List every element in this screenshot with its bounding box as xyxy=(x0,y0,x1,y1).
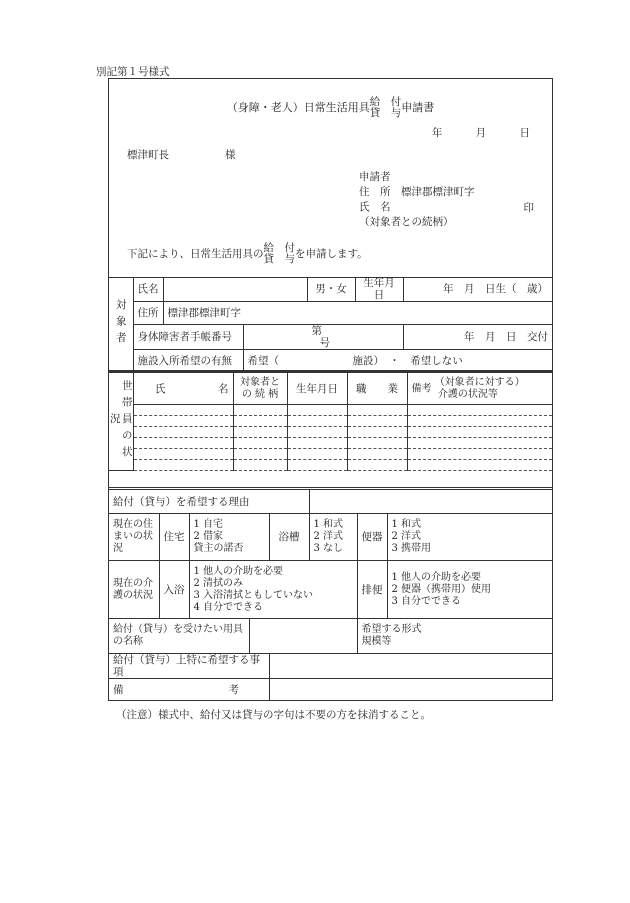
addressee-honorific: 様 xyxy=(225,149,236,161)
household-cell[interactable] xyxy=(407,405,552,416)
seal-mark: 印 xyxy=(523,202,534,214)
date-day: 日 xyxy=(519,127,530,139)
household-cell[interactable] xyxy=(347,438,407,449)
bath-option-3: 3 なし xyxy=(313,543,344,554)
col-remarks-line2: 介護の状況等 xyxy=(437,388,498,400)
household-cell[interactable] xyxy=(287,449,347,460)
applicant-address-value: 標津郡標津町字 xyxy=(401,186,475,198)
housing-options[interactable] xyxy=(189,514,269,561)
household-col-name: 氏 名 xyxy=(133,372,233,405)
shape-label xyxy=(357,619,552,654)
header-section xyxy=(109,79,552,278)
bathing-label: 入浴 xyxy=(159,561,189,619)
target-person-table xyxy=(109,277,552,372)
household-cell[interactable] xyxy=(407,460,552,471)
item-name-label: 給付（貸与）を受けたい用具の名称 xyxy=(109,619,249,654)
bath-options[interactable] xyxy=(309,514,357,561)
footnote: （注意）様式中、給付又は貸与の字句は不要の方を抹消すること。 xyxy=(116,709,431,721)
housing-option-3: 貸主の諾否 xyxy=(193,543,244,554)
household-col-job: 職 業 xyxy=(347,372,407,405)
bath-option-1: 1 和式 xyxy=(313,519,344,530)
bathing-option-3: 3 入浴清拭ともしていない xyxy=(193,589,314,601)
household-cell[interactable] xyxy=(233,405,287,416)
addressee xyxy=(127,147,236,162)
addressee-name: 標津町長 xyxy=(127,149,169,161)
household-cell[interactable] xyxy=(407,449,552,460)
bathing-option-2: 2 清拭のみ xyxy=(193,577,244,589)
special-label: 給付（貸与）上特に希望する事項 xyxy=(109,654,269,679)
intro-sentence xyxy=(127,243,368,265)
household-cell[interactable] xyxy=(287,405,347,416)
applicant-relation-label: （対象者との続柄） xyxy=(359,216,454,228)
col-relation-line1: 対象者と xyxy=(240,376,280,388)
remarks-field[interactable] xyxy=(269,679,552,701)
reason-label: 給付（貸与）を希望する理由 xyxy=(109,489,309,514)
title-choice-top: 給 付 xyxy=(369,96,402,108)
household-col-relation xyxy=(233,372,287,405)
living-label: 現在の住まいの状況 xyxy=(109,514,159,561)
facility-hope-field[interactable]: 希望（ 施設） ・ 希望しない xyxy=(243,350,552,372)
intro-suffix: を申請します。 xyxy=(295,248,368,260)
notebook-dai: 第 xyxy=(311,325,322,337)
target-address-label: 住所 xyxy=(133,302,163,325)
date-year: 年 xyxy=(431,127,443,139)
household-cell[interactable] xyxy=(233,416,287,427)
target-sex-field[interactable]: 男・女 xyxy=(307,277,355,302)
housing-option-2: 2 借家 xyxy=(193,531,224,542)
household-table xyxy=(109,370,552,471)
toilet-option-3: 3 携帯用 xyxy=(391,543,432,554)
intro-choice xyxy=(264,243,296,265)
toilet-label: 便器 xyxy=(357,514,387,561)
care-label: 現在の介護の状況 xyxy=(109,561,159,619)
col-remarks-label: 備考 xyxy=(411,383,432,394)
notebook-label: 身体障害者手帳番号 xyxy=(133,325,243,350)
remarks-label: 備 考 xyxy=(109,679,269,701)
household-row[interactable] xyxy=(133,416,233,427)
col-remarks-detail: （対象者に対する） 介護の状況等 xyxy=(434,376,525,400)
household-cell[interactable] xyxy=(347,416,407,427)
bath-label: 浴槽 xyxy=(269,514,309,561)
household-cell[interactable] xyxy=(287,416,347,427)
special-field[interactable] xyxy=(269,654,552,679)
household-row[interactable] xyxy=(133,460,233,471)
household-cell[interactable] xyxy=(347,460,407,471)
housing-label: 住宅 xyxy=(159,514,189,561)
bath-option-2: 2 洋式 xyxy=(313,531,344,542)
target-name-field[interactable] xyxy=(163,277,307,302)
household-row[interactable] xyxy=(133,427,233,438)
household-cell[interactable] xyxy=(233,460,287,471)
form-title xyxy=(109,97,552,119)
bathing-option-1: 1 他人の介助を必要 xyxy=(193,565,284,577)
bathing-options[interactable] xyxy=(189,561,357,619)
household-cell[interactable] xyxy=(233,427,287,438)
item-name-field[interactable] xyxy=(249,619,357,654)
housing-option-1: 1 自宅 xyxy=(193,519,224,530)
col-remarks-line1: 対象者に対する xyxy=(444,376,515,388)
col-relation-line2: の 続 柄 xyxy=(241,388,279,400)
excretion-label: 排便 xyxy=(357,561,387,619)
household-row[interactable] xyxy=(133,449,233,460)
household-cell[interactable] xyxy=(287,460,347,471)
applicant-address-label: 住 所 xyxy=(359,186,391,198)
household-col-dob: 生年月日 xyxy=(287,372,347,405)
title-suffix: 申請書 xyxy=(401,101,435,114)
notebook-go: 号 xyxy=(319,337,330,349)
toilet-option-2: 2 洋式 xyxy=(391,531,422,542)
intro-choice-bottom: 貸 与 xyxy=(263,253,295,265)
intro-prefix: 下記により、日常生活用具の xyxy=(127,248,264,260)
title-prefix: （身障・老人）日常生活用具 xyxy=(226,101,370,114)
applicant-block xyxy=(359,170,475,230)
excretion-options[interactable] xyxy=(387,561,552,619)
household-cell[interactable] xyxy=(407,438,552,449)
applicant-label: 申請者 xyxy=(359,171,391,183)
application-form xyxy=(108,78,553,701)
date-month: 月 xyxy=(475,127,487,139)
excretion-option-3: 3 自分でできる xyxy=(391,595,462,607)
excretion-option-2: 2 便器（携帯用）使用 xyxy=(391,583,492,595)
bathing-option-4: 4 自分でできる xyxy=(193,601,264,613)
detail-table xyxy=(109,487,552,701)
target-name-label: 氏名 xyxy=(133,277,163,302)
shape-label-text: 希望する形式規模等 xyxy=(361,624,422,647)
excretion-option-1: 1 他人の介助を必要 xyxy=(391,571,482,583)
reason-field[interactable] xyxy=(309,489,552,514)
household-row[interactable] xyxy=(133,438,233,449)
household-cell[interactable] xyxy=(347,427,407,438)
target-side-label: 対象者 xyxy=(109,277,133,372)
household-cell[interactable] xyxy=(407,427,552,438)
applicant-name-label: 氏 名 xyxy=(359,201,391,213)
household-side-label: 世帯員の状況 xyxy=(109,372,133,471)
household-cell[interactable] xyxy=(233,438,287,449)
target-address-field[interactable]: 標津郡標津町字 xyxy=(163,302,552,325)
notebook-issue-date-field[interactable]: 年 月 日 交付 xyxy=(403,325,552,350)
household-col-remarks xyxy=(407,372,552,405)
household-cell[interactable] xyxy=(347,449,407,460)
target-dob-field[interactable]: 年 月 日生（ 歳） xyxy=(403,277,552,302)
intro-choice-top: 給 付 xyxy=(263,242,295,254)
household-cell[interactable] xyxy=(347,405,407,416)
household-cell[interactable] xyxy=(407,416,552,427)
toilet-options[interactable] xyxy=(387,514,552,561)
facility-label: 施設入所希望の有無 xyxy=(133,350,243,372)
household-row[interactable] xyxy=(133,405,233,416)
toilet-option-1: 1 和式 xyxy=(391,519,422,530)
household-cell[interactable] xyxy=(287,427,347,438)
date-line xyxy=(402,125,530,140)
household-cell[interactable] xyxy=(287,438,347,449)
title-choice-bottom: 貸 与 xyxy=(369,107,402,119)
form-number: 別記第１号様式 xyxy=(96,66,170,78)
household-cell[interactable] xyxy=(233,449,287,460)
title-choice xyxy=(370,97,402,119)
target-dob-label: 生年月日 xyxy=(355,277,403,302)
notebook-number-field[interactable] xyxy=(243,325,403,350)
